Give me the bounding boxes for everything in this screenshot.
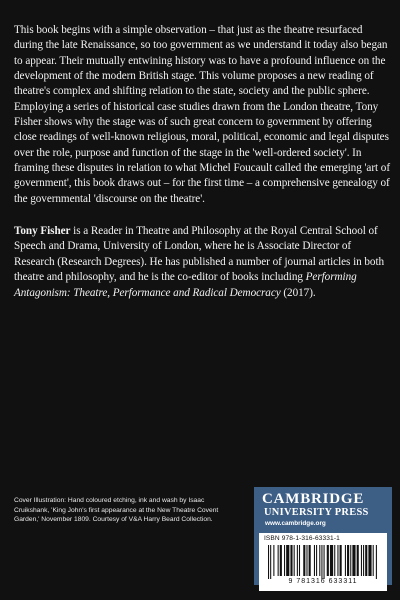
author-bio-paragraph [14,224,390,301]
barcode-bar [309,545,311,576]
barcode-icon [268,545,378,579]
description-paragraph: This book begins with a simple observation – that just as the theatre resurfaced during the late Renaissance, so too government as we understand it today also began to appear. Their mutually entwining history was to have a profound influence on the development of the modern British stage. This volume proposes a new reading of theatre's complex and shifting relation to the state, society and the public sphere. Employing a series of historical case studies drawn from the London theatre, Tony Fisher shows why the stage was of such great concern to government by offering close readings of well-known religious, moral, political, economic and legal disputes over the role, purpose and function of the stage in the 'well-ordered society'. In framing these disputes in relation to what Michel Foucault called the emerging 'art of government', this book draws out – for the first time – a comprehensive genealogy of the governmental 'discourse on the theatre'. [14,24,390,205]
barcode-bar [286,545,289,576]
book-title: Performing Antagonism: Theatre, Performance and Radical Democracy [14,271,357,299]
barcode-bar [350,545,351,576]
barcode-bar [340,545,342,576]
barcode-bar [278,545,279,576]
barcode-bar [373,545,374,576]
barcode-bar [365,545,367,576]
author-bio-text-end: (2017). [280,286,316,299]
publisher-name: CAMBRIDGE [262,491,365,507]
barcode-panel [259,533,387,591]
barcode-bar [334,545,335,576]
barcode-bar [337,545,338,576]
barcode-bar [306,545,307,576]
barcode-bar [324,545,325,579]
barcode-bar [321,545,322,579]
barcode-bar [316,545,317,576]
barcode-bar [357,545,359,576]
barcode-bar [294,545,295,576]
barcode-bar [280,545,282,576]
barcode-bar [345,545,346,576]
blurb-text-block [14,23,390,301]
isbn-label: ISBN 978-1-316-63331-1 [264,535,340,542]
barcode-bar [299,545,300,576]
barcode-bar [290,545,292,576]
barcode-bar [270,545,271,579]
barcode-bar [268,545,269,579]
cover-illustration-credit: Cover Illustration: Hand coloured etching, ink and wash by Isaac Cruikshank, 'King John's first appearance at the New Theatre Covent Garden,' November 1809. Courtesy of V&A Harry Beard Collection. [14,497,219,524]
barcode-bar [319,545,320,576]
publisher-subtitle: UNIVERSITY PRESS [264,507,369,518]
barcode-bar [352,545,355,576]
barcode-bar [376,545,377,579]
barcode-bar [273,545,274,576]
publisher-url: www.cambridge.org [265,520,326,527]
barcode-bar [368,545,371,576]
barcode-bar [361,545,362,576]
author-name: Tony Fisher [14,225,71,238]
author-bio-text: is a Reader in Theatre and Philosophy at the Royal Central School of Speech and Drama, University of London, where he is Associate Director of Research (Research Degrees). He has published a number of journal articles in both theatre and philosophy, and he is the co-editor of books including [14,225,385,284]
barcode-bar [363,545,364,576]
barcode-bar [330,545,333,576]
barcode-bar [347,545,349,576]
barcode-bar [327,545,329,576]
barcode-bar [297,545,298,576]
barcode-bar [314,545,315,576]
barcode-bar [303,545,305,576]
barcode-bar [284,545,285,576]
barcode-digits: 9 781316 633311 [288,578,358,585]
